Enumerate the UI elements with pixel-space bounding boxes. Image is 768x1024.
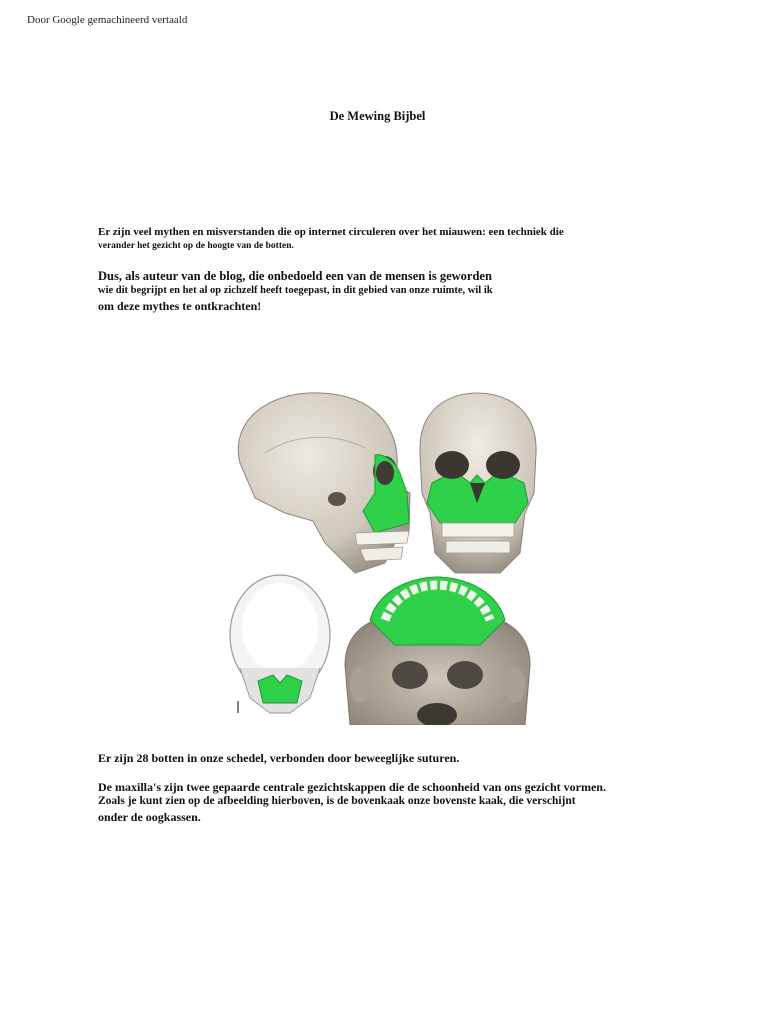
maxilla-line-2: Zoals je kunt zien op de afbeelding hierboven, is de bovenkaak onze bovenste kaak, die verschijnt <box>98 795 576 807</box>
page-title: De Mewing Bijbel <box>329 109 426 123</box>
skull-frontal-view <box>410 383 545 578</box>
author-line-2: wie dit begrijpt en het al op zichzelf heeft toegepast, in dit gebied van onze ruimte, wil ik <box>98 285 493 296</box>
skull-posterior-view <box>225 573 335 723</box>
maxilla-line-3: onder de oogkassen. <box>98 810 201 824</box>
intro-line-1: Er zijn veel mythen en misverstanden die op internet circuleren over het miauwen: een techniek die <box>98 226 564 238</box>
skull-lateral-view <box>225 383 415 578</box>
maxilla-line-1: De maxilla's zijn twee gepaarde centrale gezichtskappen die de schoonheid van ons gezicht vormen. <box>98 780 606 794</box>
intro-line-2: verander het gezicht op de hoogte van de botten. <box>98 241 294 251</box>
author-line-1: Dus, als auteur van de blog, die onbedoeld een van de mensen is geworden <box>98 269 492 283</box>
translation-banner: Door Google gemachineerd vertaald <box>27 14 188 26</box>
author-line-3: om deze mythes te ontkrachten! <box>98 299 262 313</box>
bones-count-text: Er zijn 28 botten in onze schedel, verbonden door beweeglijke suturen. <box>98 751 460 765</box>
maxilla-skull-figure <box>225 383 535 728</box>
skull-base-view <box>340 575 535 725</box>
